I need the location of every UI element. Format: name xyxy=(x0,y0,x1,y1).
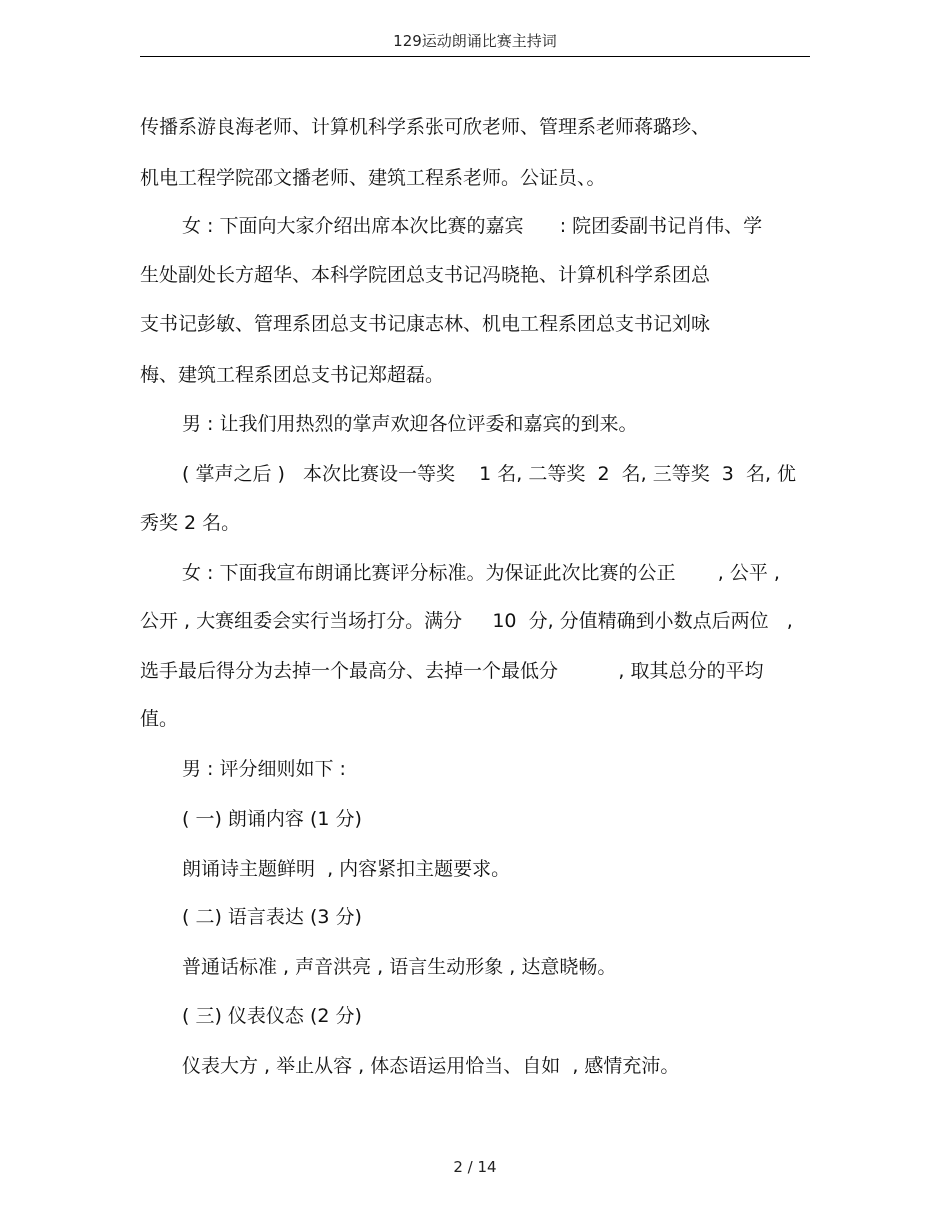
paragraph-line: 梅、建筑工程系团总支书记郑超磊。 xyxy=(140,364,445,386)
page-header-title: 129运动朗诵比赛主持词 xyxy=(393,32,557,50)
section-heading: ( 三) 仪表仪态 (2 分) xyxy=(182,1005,362,1027)
paragraph-line: 选手最后得分为去掉一个最高分、去掉一个最低分 , 取其总分的平均 xyxy=(140,660,764,682)
paragraph-line: 女 : 下面我宣布朗诵比赛评分标准。为保证此次比赛的公正 , 公平 , xyxy=(182,562,780,584)
paragraph-line: 女 : 下面向大家介绍出席本次比赛的嘉宾 : 院团委副书记肖伟、学 xyxy=(182,215,763,237)
header-divider xyxy=(140,56,810,57)
section-heading: ( 一) 朗诵内容 (1 分) xyxy=(182,808,362,830)
paragraph-line: 男 : 让我们用热烈的掌声欢迎各位评委和嘉宾的到来。 xyxy=(182,413,638,435)
paragraph-line: 支书记彭敏、管理系团总支书记康志林、机电工程系团总支书记刘咏 xyxy=(140,313,711,335)
paragraph-line: 机电工程学院邵文播老师、建筑工程系老师。公证员、。 xyxy=(140,167,606,189)
paragraph-line: ( 掌声之后 ) 本次比赛设一等奖 1 名, 二等奖 2 名, 三等奖 3 名, 优 xyxy=(182,463,797,485)
paragraph-line: 传播系游良海老师、计算机科学系张可欣老师、管理系老师蒋璐珍、 xyxy=(140,116,711,138)
page-number: 2 / 14 xyxy=(453,1158,497,1176)
paragraph-line: 值。 xyxy=(140,708,179,730)
paragraph-line: 秀奖 2 名。 xyxy=(140,512,241,534)
paragraph-line: 公开 , 大赛组委会实行当场打分。满分 10 分, 分值精确到小数点后两位 , xyxy=(140,610,793,632)
paragraph-line: 朗诵诗主题鲜明 , 内容紧扣主题要求。 xyxy=(182,858,511,880)
paragraph-line: 仪表大方 , 举止从容 , 体态语运用恰当、自如 , 感情充沛。 xyxy=(182,1055,680,1077)
section-heading: ( 二) 语言表达 (3 分) xyxy=(182,906,362,928)
paragraph-line: 男 : 评分细则如下 : xyxy=(182,758,346,780)
paragraph-line: 生处副处长方超华、本科学院团总支书记冯晓艳、计算机科学系团总 xyxy=(140,264,711,286)
paragraph-line: 普通话标准 , 声音洪亮 , 语言生动形象 , 达意晓畅。 xyxy=(182,956,617,978)
